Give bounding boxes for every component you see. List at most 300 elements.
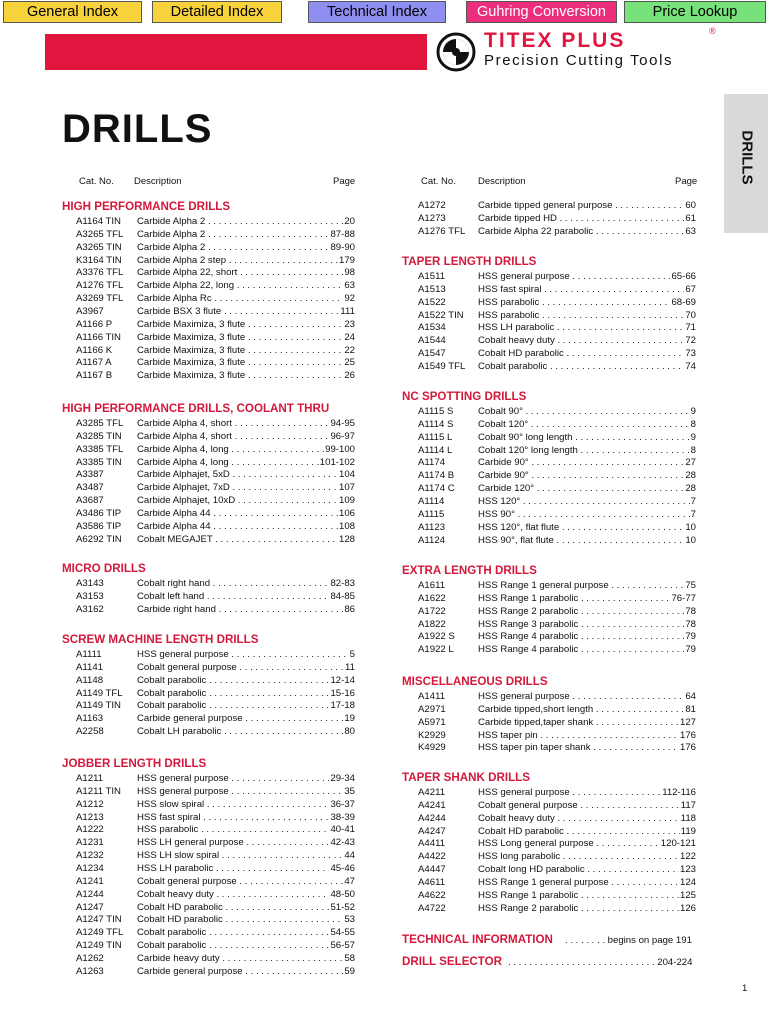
catalog-row[interactable] bbox=[76, 357, 355, 369]
page-reference: 12-14 bbox=[330, 674, 355, 686]
catalog-number: A1174 B bbox=[418, 470, 455, 482]
section-heading[interactable]: JOBBER LENGTH DRILLS bbox=[62, 757, 207, 770]
page-reference: 58 bbox=[344, 952, 355, 964]
catalog-number: A1174 C bbox=[418, 483, 455, 495]
header-red-bar bbox=[45, 34, 427, 70]
page-reference: 101-102 bbox=[319, 456, 355, 468]
page-reference: 96-97 bbox=[330, 430, 355, 442]
section-heading[interactable]: HIGH PERFORMANCE DRILLS, COOLANT THRU bbox=[62, 402, 330, 415]
catalog-number: A3143 bbox=[76, 578, 104, 589]
catalog-number: A4422 bbox=[418, 851, 446, 863]
page-reference: 17-18 bbox=[330, 700, 355, 712]
catalog-row[interactable] bbox=[76, 649, 355, 661]
catalog-number: A3265 TFL bbox=[76, 228, 124, 240]
catalog-row[interactable] bbox=[76, 837, 355, 849]
catalog-row[interactable] bbox=[418, 522, 696, 534]
catalog-row[interactable] bbox=[76, 370, 355, 382]
catalog-number: A1149 TFL bbox=[76, 687, 123, 699]
page-reference: 20 bbox=[344, 216, 355, 227]
catalog-row[interactable] bbox=[76, 482, 355, 494]
page-reference: 67 bbox=[685, 283, 696, 295]
item-description: Cobalt general purpose . . . bbox=[137, 876, 353, 888]
item-description: Carbide Maximiza, 3 flute . . . bbox=[137, 319, 353, 331]
catalog-row[interactable] bbox=[76, 534, 355, 546]
catalog-row[interactable] bbox=[76, 927, 355, 939]
item-description: Carbide BSX 3 flute . . . bbox=[137, 306, 353, 318]
item-description: HSS long parabolic . . . bbox=[478, 851, 694, 863]
page-reference: 29-34 bbox=[330, 773, 355, 784]
catalog-row[interactable] bbox=[76, 876, 355, 888]
catalog-row[interactable] bbox=[418, 226, 696, 238]
item-description: HSS slow spiral . . . bbox=[137, 799, 353, 811]
page-reference: 108 bbox=[338, 520, 355, 532]
item-description: Cobalt right hand . . . bbox=[137, 578, 353, 590]
catalog-number: A1167 A bbox=[76, 357, 112, 369]
catalog-number: A1549 TFL bbox=[418, 360, 466, 372]
catalog-row[interactable] bbox=[76, 255, 355, 267]
catalog-number: A1622 bbox=[418, 592, 446, 604]
catalog-number: A5971 bbox=[418, 716, 446, 728]
item-description: Carbide Alpha 22, long . . . bbox=[137, 280, 353, 292]
technical-information-heading[interactable]: TECHNICAL INFORMATION bbox=[402, 933, 553, 946]
catalog-number: A4244 bbox=[418, 812, 446, 824]
catalog-row[interactable] bbox=[76, 444, 355, 456]
page-reference: 123 bbox=[679, 864, 696, 876]
catalog-row[interactable] bbox=[418, 348, 696, 360]
drill-selector-page: . . . . . . . . . . . . . . . . . . . . . . . . . . . . 204-224 bbox=[508, 957, 693, 968]
registered-mark: ® bbox=[709, 26, 716, 36]
catalog-row[interactable] bbox=[418, 432, 696, 444]
catalog-row[interactable] bbox=[418, 310, 696, 322]
catalog-number: A1222 bbox=[76, 824, 104, 836]
page-reference: 5 bbox=[349, 649, 355, 660]
page-reference: 28 bbox=[685, 470, 696, 482]
item-description: Carbide tipped general purpose . . . bbox=[478, 200, 694, 212]
catalog-row[interactable] bbox=[76, 293, 355, 305]
catalog-row[interactable] bbox=[76, 902, 355, 914]
page-reference: 75 bbox=[685, 580, 696, 591]
page-reference: 122 bbox=[679, 851, 696, 863]
catalog-number: A2258 bbox=[76, 726, 104, 738]
catalog-number: A1922 L bbox=[418, 644, 454, 656]
section-heading[interactable]: MISCELLANEOUS DRILLS bbox=[402, 675, 548, 688]
catalog-number: A3385 TFL bbox=[76, 443, 124, 455]
catalog-row[interactable] bbox=[418, 419, 696, 431]
item-description: Carbide Maximiza, 3 flute . . . bbox=[137, 345, 353, 357]
item-description: HSS 120°, flat flute . . . bbox=[478, 522, 694, 534]
catalog-row[interactable] bbox=[418, 457, 696, 469]
item-description: Carbide tipped,short length . . . bbox=[478, 704, 694, 716]
detailed-index-button[interactable]: Detailed Index bbox=[152, 1, 282, 23]
catalog-row[interactable] bbox=[76, 786, 355, 798]
item-description: Carbide Alpha 2 step . . . bbox=[137, 255, 353, 267]
page-reference: 42-43 bbox=[330, 837, 355, 849]
item-description: HSS general purpose . . . bbox=[137, 786, 353, 798]
page-reference: 10 bbox=[685, 521, 696, 533]
catalog-row[interactable] bbox=[418, 704, 696, 716]
catalog-row[interactable] bbox=[76, 216, 355, 228]
catalog-row[interactable] bbox=[418, 800, 696, 812]
page-reference: 24 bbox=[344, 331, 355, 343]
page-reference: 111 bbox=[340, 305, 355, 317]
item-description: Cobalt long HD parabolic . . . bbox=[478, 864, 694, 876]
item-description: Cobalt heavy duty . . . bbox=[478, 813, 694, 825]
catalog-number: A3967 bbox=[76, 305, 104, 317]
col-header-page: Page bbox=[333, 176, 356, 187]
item-description: Cobalt parabolic . . . bbox=[137, 927, 353, 939]
col-header-page: Page bbox=[675, 176, 698, 187]
item-description: Cobalt parabolic . . . bbox=[137, 688, 353, 700]
item-description: HSS LH parabolic . . . bbox=[137, 863, 353, 875]
item-description: HSS LH parabolic . . . bbox=[478, 322, 694, 334]
item-description: Carbide general purpose . . . bbox=[137, 713, 353, 725]
catalog-row[interactable] bbox=[418, 297, 696, 309]
catalog-row[interactable] bbox=[76, 229, 355, 241]
price-lookup-button[interactable]: Price Lookup bbox=[624, 1, 766, 23]
catalog-row[interactable] bbox=[418, 335, 696, 347]
catalog-number: A1249 TFL bbox=[76, 927, 124, 939]
catalog-number: A4247 bbox=[418, 825, 446, 837]
page-reference: 35 bbox=[344, 785, 355, 797]
top-navigation bbox=[0, 0, 768, 25]
catalog-row[interactable] bbox=[76, 508, 355, 520]
catalog-number: A1262 bbox=[76, 952, 104, 964]
catalog-row[interactable] bbox=[76, 457, 355, 469]
catalog-row[interactable] bbox=[76, 242, 355, 254]
item-description: Carbide Alpha 44 . . . bbox=[137, 508, 353, 520]
page-reference: 23 bbox=[344, 318, 355, 330]
item-description: Cobalt 120° . . . bbox=[478, 419, 694, 431]
titex-logo-icon bbox=[436, 32, 476, 72]
item-description: Cobalt heavy duty . . . bbox=[137, 889, 353, 901]
catalog-row[interactable] bbox=[418, 730, 696, 742]
item-description: HSS LH general purpose . . . bbox=[137, 837, 353, 849]
catalog-row[interactable] bbox=[418, 644, 696, 656]
page-reference: 80 bbox=[344, 726, 355, 738]
catalog-row[interactable] bbox=[76, 418, 355, 430]
catalog-number: A1212 bbox=[76, 798, 104, 810]
item-description: HSS Range 4 parabolic . . . bbox=[478, 644, 694, 656]
catalog-row[interactable] bbox=[418, 445, 696, 457]
item-description: Carbide Alpha 4, long . . . bbox=[137, 444, 353, 456]
page-reference: 10 bbox=[685, 534, 696, 546]
page-reference: 48-50 bbox=[330, 888, 355, 900]
catalog-number: A3265 TIN bbox=[76, 241, 122, 253]
catalog-number: A1148 bbox=[76, 674, 104, 686]
item-description: HSS Range 1 parabolic . . . bbox=[478, 593, 694, 605]
catalog-number: A1232 bbox=[76, 850, 104, 862]
catalog-row[interactable] bbox=[418, 619, 696, 631]
page-reference: 64 bbox=[685, 691, 696, 702]
item-description: HSS LH slow spiral . . . bbox=[137, 850, 353, 862]
section-heading[interactable]: SCREW MACHINE LENGTH DRILLS bbox=[62, 633, 259, 646]
catalog-row[interactable] bbox=[418, 691, 696, 703]
catalog-row[interactable] bbox=[76, 726, 355, 738]
item-description: Cobalt heavy duty . . . bbox=[478, 335, 694, 347]
item-description: Carbide Alpha Rc . . . bbox=[137, 293, 353, 305]
catalog-row[interactable] bbox=[76, 469, 355, 481]
page-reference: 89-90 bbox=[330, 241, 355, 253]
catalog-row[interactable] bbox=[76, 675, 355, 687]
catalog-row[interactable] bbox=[418, 631, 696, 643]
page-reference: 59 bbox=[344, 965, 355, 977]
page-reference: 26 bbox=[344, 370, 355, 382]
item-description: HSS Long general purpose . . . bbox=[478, 838, 694, 850]
catalog-number: A1166 TIN bbox=[76, 331, 121, 343]
item-description: Cobalt parabolic . . . bbox=[137, 675, 353, 687]
catalog-row[interactable] bbox=[418, 496, 696, 508]
page-reference: 176 bbox=[679, 729, 696, 741]
page-reference: 125 bbox=[679, 889, 696, 901]
catalog-row[interactable] bbox=[418, 535, 696, 547]
catalog-number: A3376 TFL bbox=[76, 267, 124, 279]
page-reference: 9 bbox=[690, 406, 696, 417]
catalog-number: A3387 bbox=[76, 469, 104, 481]
item-description: HSS parabolic . . . bbox=[478, 297, 694, 309]
catalog-number: A1163 bbox=[76, 713, 104, 725]
catalog-number: A1141 bbox=[76, 661, 104, 673]
item-description: Cobalt parabolic . . . bbox=[137, 940, 353, 952]
catalog-row[interactable] bbox=[418, 580, 696, 592]
catalog-number: A3285 TFL bbox=[76, 418, 124, 429]
catalog-row[interactable] bbox=[76, 953, 355, 965]
catalog-number: A1272 bbox=[418, 200, 446, 211]
page-reference: 51-52 bbox=[330, 901, 355, 913]
catalog-number: A1115 bbox=[418, 508, 445, 520]
catalog-row[interactable] bbox=[76, 591, 355, 603]
catalog-row[interactable] bbox=[418, 742, 696, 754]
item-description: HSS Range 1 parabolic . . . bbox=[478, 890, 694, 902]
catalog-number: A1114 bbox=[418, 495, 445, 507]
catalog-row[interactable] bbox=[418, 787, 696, 799]
catalog-row[interactable] bbox=[76, 578, 355, 590]
item-description: Cobalt HD parabolic . . . bbox=[478, 348, 694, 360]
page-reference: 78 bbox=[685, 605, 696, 617]
catalog-row[interactable] bbox=[418, 200, 696, 212]
page-reference: 82-83 bbox=[330, 578, 355, 589]
catalog-number: A1115 S bbox=[418, 406, 454, 417]
catalog-number: A1213 bbox=[76, 811, 104, 823]
catalog-number: A3285 TIN bbox=[76, 430, 122, 442]
catalog-number: A1522 TIN bbox=[418, 309, 464, 321]
catalog-number: A3385 TIN bbox=[76, 456, 122, 468]
item-description: Cobalt HD parabolic . . . bbox=[137, 902, 353, 914]
catalog-row[interactable] bbox=[76, 773, 355, 785]
page-reference: 54-55 bbox=[330, 927, 355, 939]
item-description: HSS general purpose . . . bbox=[478, 787, 694, 799]
page-reference: 120-121 bbox=[660, 838, 696, 850]
catalog-number: A1114 L bbox=[418, 444, 453, 456]
page-reference: 71 bbox=[685, 322, 696, 334]
page-reference: 44 bbox=[344, 850, 355, 862]
catalog-number: A1211 bbox=[76, 773, 104, 784]
catalog-row[interactable] bbox=[76, 700, 355, 712]
section-side-tab bbox=[724, 94, 768, 233]
section-heading[interactable]: MICRO DRILLS bbox=[62, 562, 146, 575]
item-description: HSS 90°, flat flute . . . bbox=[478, 535, 694, 547]
catalog-row[interactable] bbox=[418, 838, 696, 850]
catalog-row[interactable] bbox=[76, 319, 355, 331]
section-heading[interactable]: NC SPOTTING DRILLS bbox=[402, 390, 527, 403]
item-description: Carbide Alpha 2 . . . bbox=[137, 216, 353, 228]
page-reference: 28 bbox=[685, 483, 696, 495]
page-reference: 73 bbox=[685, 348, 696, 360]
catalog-row[interactable] bbox=[76, 889, 355, 901]
item-description: Carbide Maximiza, 3 flute . . . bbox=[137, 370, 353, 382]
section-heading[interactable]: HIGH PERFORMANCE DRILLS bbox=[62, 200, 231, 213]
catalog-row[interactable] bbox=[418, 717, 696, 729]
catalog-row[interactable] bbox=[76, 280, 355, 292]
item-description: Cobalt HD parabolic . . . bbox=[137, 914, 353, 926]
guhring-conversion-button[interactable]: Guhring Conversion bbox=[466, 1, 617, 23]
catalog-row[interactable] bbox=[418, 606, 696, 618]
catalog-row[interactable] bbox=[76, 306, 355, 318]
page-reference: 128 bbox=[338, 533, 355, 545]
catalog-row[interactable] bbox=[76, 713, 355, 725]
catalog-number: A1534 bbox=[418, 322, 446, 334]
catalog-number: A1241 bbox=[76, 875, 104, 887]
catalog-row[interactable] bbox=[76, 824, 355, 836]
catalog-number: A1411 bbox=[418, 691, 446, 702]
page-reference: 126 bbox=[679, 902, 696, 914]
catalog-row[interactable] bbox=[76, 799, 355, 811]
page-reference: 8 bbox=[690, 418, 696, 430]
catalog-number: A4611 bbox=[418, 876, 446, 888]
side-tab-label: DRILLS bbox=[738, 130, 756, 185]
catalog-number: A4722 bbox=[418, 902, 446, 914]
catalog-number: A1174 bbox=[418, 457, 446, 469]
item-description: HSS Range 3 parabolic . . . bbox=[478, 619, 694, 631]
general-index-button[interactable]: General Index bbox=[3, 1, 142, 23]
page-reference: 40-41 bbox=[330, 824, 355, 836]
catalog-number: A4211 bbox=[418, 787, 446, 798]
catalog-number: A1263 bbox=[76, 965, 104, 977]
drill-selector-heading[interactable]: DRILL SELECTOR bbox=[402, 955, 503, 968]
catalog-row[interactable] bbox=[418, 271, 696, 283]
catalog-row[interactable] bbox=[418, 903, 696, 915]
page-reference: 8 bbox=[690, 444, 696, 456]
page-reference: 99-100 bbox=[325, 443, 355, 455]
catalog-row[interactable] bbox=[76, 662, 355, 674]
page-reference: 60 bbox=[685, 200, 696, 211]
item-description: Carbide tipped HD . . . bbox=[478, 213, 694, 225]
item-description: Carbide Alpha 2 . . . bbox=[137, 229, 353, 241]
section-heading[interactable]: EXTRA LENGTH DRILLS bbox=[402, 564, 537, 577]
item-description: HSS Range 1 general purpose . . . bbox=[478, 580, 694, 592]
page-reference: 36-37 bbox=[330, 798, 355, 810]
catalog-number: A1247 bbox=[76, 901, 104, 913]
item-description: Carbide Alpha 22, short . . . bbox=[137, 267, 353, 279]
catalog-row[interactable] bbox=[418, 322, 696, 334]
item-description: Carbide Alphajet, 5xD . . . bbox=[137, 469, 353, 481]
catalog-row[interactable] bbox=[418, 509, 696, 521]
section-heading[interactable]: TAPER LENGTH DRILLS bbox=[402, 255, 537, 268]
catalog-row[interactable] bbox=[418, 864, 696, 876]
catalog-row[interactable] bbox=[418, 593, 696, 605]
catalog-number: A1149 TIN bbox=[76, 700, 121, 712]
catalog-number: A1111 bbox=[76, 649, 102, 660]
catalog-row[interactable] bbox=[418, 877, 696, 889]
catalog-row[interactable] bbox=[76, 495, 355, 507]
page-number: 1 bbox=[742, 983, 748, 994]
page-reference: 47 bbox=[344, 875, 355, 887]
catalog-row[interactable] bbox=[76, 267, 355, 279]
catalog-row[interactable] bbox=[418, 213, 696, 225]
item-description: HSS taper pin taper shank . . . bbox=[478, 742, 694, 754]
catalog-number: A1511 bbox=[418, 271, 446, 282]
catalog-number: A4622 bbox=[418, 889, 446, 901]
catalog-row[interactable] bbox=[76, 863, 355, 875]
item-description: Carbide 90° . . . bbox=[478, 470, 694, 482]
brand-name: TITEX PLUS bbox=[484, 29, 626, 52]
catalog-row[interactable] bbox=[418, 890, 696, 902]
catalog-number: A1547 bbox=[418, 348, 446, 360]
item-description: Carbide Alphajet, 7xD . . . bbox=[137, 482, 353, 494]
catalog-row[interactable] bbox=[76, 431, 355, 443]
item-description: Carbide Alpha 4, long . . . bbox=[137, 457, 353, 469]
catalog-row[interactable] bbox=[76, 966, 355, 978]
catalog-row[interactable] bbox=[418, 361, 696, 373]
item-description: Carbide heavy duty . . . bbox=[137, 953, 353, 965]
item-description: HSS fast spiral . . . bbox=[137, 812, 353, 824]
item-description: HSS Range 4 parabolic . . . bbox=[478, 631, 694, 643]
page-reference: 176 bbox=[679, 742, 696, 754]
catalog-row[interactable] bbox=[418, 483, 696, 495]
col-header-description: Description bbox=[134, 176, 182, 187]
page-reference: 76-77 bbox=[671, 592, 696, 604]
catalog-row[interactable] bbox=[76, 345, 355, 357]
catalog-number: A1611 bbox=[418, 580, 446, 591]
catalog-row[interactable] bbox=[418, 851, 696, 863]
catalog-number: A3269 TFL bbox=[76, 293, 124, 305]
catalog-row[interactable] bbox=[76, 332, 355, 344]
catalog-number: A1231 bbox=[76, 837, 104, 849]
section-heading[interactable]: TAPER SHANK DRILLS bbox=[402, 771, 530, 784]
catalog-row[interactable] bbox=[76, 812, 355, 824]
catalog-number: A1822 bbox=[418, 618, 446, 630]
page-reference: 84-85 bbox=[330, 590, 355, 602]
catalog-row[interactable] bbox=[76, 940, 355, 952]
catalog-row[interactable] bbox=[76, 521, 355, 533]
catalog-number: A1522 bbox=[418, 296, 446, 308]
catalog-row[interactable] bbox=[76, 688, 355, 700]
page-reference: 15-16 bbox=[330, 687, 355, 699]
catalog-row[interactable] bbox=[418, 470, 696, 482]
catalog-row[interactable] bbox=[418, 406, 696, 418]
page-reference: 117 bbox=[680, 799, 696, 811]
item-description: HSS general purpose . . . bbox=[137, 649, 353, 661]
catalog-row[interactable] bbox=[418, 284, 696, 296]
page-reference: 127 bbox=[679, 716, 696, 728]
col-header-description: Description bbox=[478, 176, 526, 187]
page-reference: 87-88 bbox=[330, 228, 355, 240]
catalog-row[interactable] bbox=[418, 826, 696, 838]
catalog-row[interactable] bbox=[76, 914, 355, 926]
catalog-row[interactable] bbox=[76, 850, 355, 862]
page-reference: 61 bbox=[685, 212, 696, 224]
technical-index-button[interactable]: Technical Index bbox=[308, 1, 446, 23]
catalog-number: A1544 bbox=[418, 335, 446, 347]
item-description: HSS parabolic . . . bbox=[478, 310, 694, 322]
catalog-number: A1167 B bbox=[76, 370, 113, 382]
item-description: HSS 120° . . . bbox=[478, 496, 694, 508]
catalog-number: A4447 bbox=[418, 864, 446, 876]
page-reference: 118 bbox=[680, 812, 696, 824]
catalog-row[interactable] bbox=[76, 604, 355, 616]
catalog-number: A3153 bbox=[76, 590, 104, 602]
catalog-number: A1115 L bbox=[418, 431, 453, 443]
catalog-row[interactable] bbox=[418, 813, 696, 825]
